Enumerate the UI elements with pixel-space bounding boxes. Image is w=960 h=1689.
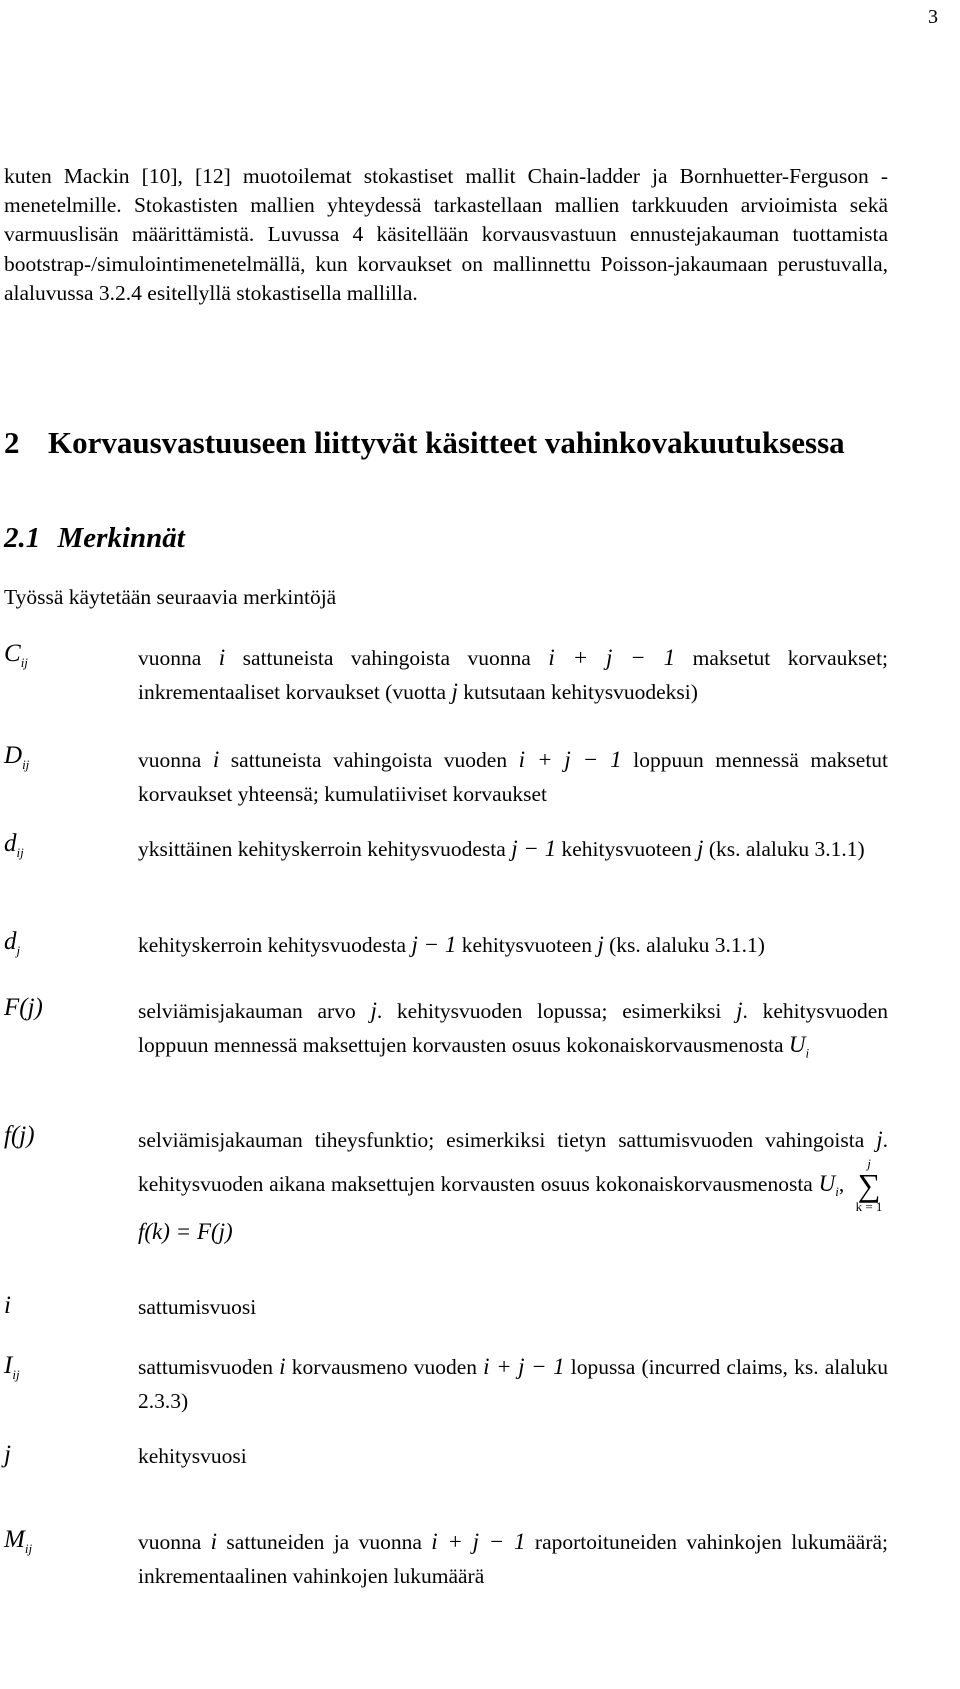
symbol-M: $M_{ij}$ [4,1526,33,1556]
definition-D: vuonna i sattuneista vahingoista vuoden i + j − 1 loppuun mennessä maksetut korvaukset yhteensä; kumulatiiviset korvaukset [138,747,889,806]
symbol-d-j: $d_j$ [4,928,21,958]
symbol-f: f(j) [4,1122,35,1149]
notation-lead: Työssä käytetään seuraavia merkintöjä [4,585,337,609]
definition-j: kehitysvuosi [138,1444,247,1468]
subsection-number: 2.1 [4,522,41,554]
symbol-D: $D_{ij}$ [4,742,30,772]
subsection-title: Merkinnät [57,522,185,554]
symbol-d-ij: $d_{ij}$ [4,830,24,860]
definition-C: vuonna i sattuneista vahingoista vuonna i + j − 1 maksetut korvaukset; inkrementaaliset korvaukset (vuotta j kutsutaan kehitysvuodeksi) [138,645,889,704]
definition-i: sattumisvuosi [138,1295,257,1319]
definition-F: selviämisjakauman arvo j. kehitysvuoden lopussa; esimerkiksi j. kehitysvuoden loppuun mennessä maksettujen korvausten osuus kokonaiskorvausmenosta $U_i$ [138,998,888,1061]
definition-d-ij: yksittäinen kehityskerroin kehitysvuodesta j − 1 kehitysvuoteen j (ks. alaluku 3.1.1) [138,836,865,861]
section-number: 2 [4,425,20,460]
section-title: Korvausvastuuseen liittyvät käsitteet vahinkovakuutuksessa [48,425,845,460]
subsection-heading [4,522,185,555]
intro-paragraph: kuten Mackin [10], [12] muotoilemat stokastiset mallit Chain-ladder ja Bornhuetter-Ferguson -menetelmille. Stokastisten mallien yhteydessä tarkastellaan mallien tarkkuuden arvioimista sekä varmuuslisän määrittämistä. Luvussa 4 käsitellään korvausvastuun ennustejakauman tuottamista bootstrap-/simulointimenetelmällä, kun korvaukset on mallinnettu Poisson-jakaumaan perustuvalla, alaluvussa 3.2.4 esitellyllä stokastisella mallilla. [4,164,888,305]
definition-f: selviämisjakauman tiheysfunktio; esimerkiksi tietyn sattumisvuoden vahingoista j. kehitysvuoden aikana maksettujen korvausten osuus kokonaiskorvausmenosta $U_i$, j ∑ k = 1 f(k) = F(j) [138,1127,888,1244]
symbol-i: i [4,1292,11,1319]
definition-M: vuonna i sattuneiden ja vuonna i + j − 1 raportoituneiden vahinkojen lukumäärä; inkrementaalinen vahinkojen lukumäärä [138,1529,888,1588]
symbol-C: $C_{ij}$ [4,640,28,670]
symbol-I: $I_{ij}$ [4,1352,20,1382]
definition-I: sattumisvuoden i korvausmeno vuoden i + j − 1 lopussa (incurred claims, ks. alaluku 2.3.3) [138,1354,889,1413]
definition-d-j: kehityskerroin kehitysvuodesta j − 1 kehitysvuoteen j (ks. alaluku 3.1.1) [138,932,765,957]
symbol-j: j [4,1441,11,1468]
page-number: 3 [928,6,938,28]
summation-sign: j ∑ k = 1 [855,1156,883,1214]
symbol-F: F(j) [4,994,43,1021]
